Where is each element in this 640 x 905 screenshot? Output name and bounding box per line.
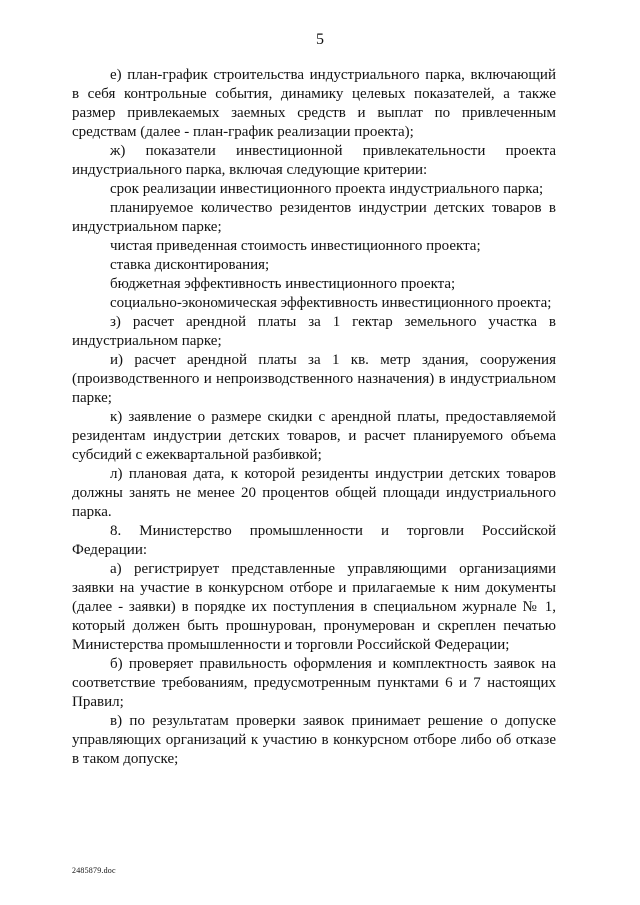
paragraph-z: з) расчет арендной платы за 1 гектар земельного участка в индустриальном парке; [72, 314, 556, 349]
criterion-socioeconomic-efficiency: социально-экономическая эффективность инвестиционного проекта; [110, 295, 552, 311]
document-body [72, 66, 556, 769]
footer-document-code: 2485879.doc [72, 866, 116, 875]
paragraph-8v: в) по результатам проверки заявок принимает решение о допуске управляющих организаций к участию в конкурсном отборе либо об отказе в таком допуске; [72, 713, 556, 767]
page-number: 5 [316, 31, 324, 48]
section-8-heading: 8. Министерство промышленности и торговли Российской Федерации: [72, 523, 556, 558]
paragraph-e: е) план-график строительства индустриального парка, включающий в себя контрольные события, динамику целевых показателей, а также размер привлекаемых заемных средств и выплат по привлеченным средствам (далее - план-график реализации проекта); [72, 67, 556, 140]
paragraph-i: и) расчет арендной платы за 1 кв. метр здания, сооружения (производственного и непроизводственного назначения) в индустриальном парке; [72, 352, 556, 406]
criterion-budget-efficiency: бюджетная эффективность инвестиционного проекта; [110, 276, 456, 292]
paragraph-8a: а) регистрирует представленные управляющими организациями заявки на участие в конкурсном отборе и прилагаемые к ним документы (далее - заявки) в порядке их поступления в специальном журнале № 1, который должен быть прошнурован, пронумерован и скреплен печатью Министерства промышленности и торговли Российской Федерации; [72, 561, 556, 653]
criterion-residents-count: планируемое количество резидентов индустрии детских товаров в индустриальном парке; [72, 200, 556, 235]
paragraph-l: л) плановая дата, к которой резиденты индустрии детских товаров должны занять не менее 20 процентов общей площади индустриального парка. [72, 466, 556, 520]
criterion-implementation-period: срок реализации инвестиционного проекта индустриального парка; [110, 181, 544, 197]
criterion-discount-rate: ставка дисконтирования; [110, 257, 270, 273]
paragraph-zh: ж) показатели инвестиционной привлекательности проекта индустриального парка, включая следующие критерии: [72, 143, 556, 178]
paragraph-8b: б) проверяет правильность оформления и комплектность заявок на соответствие требованиям, предусмотренным пунктами 6 и 7 настоящих Правил; [72, 656, 556, 710]
paragraph-k: к) заявление о размере скидки с арендной платы, предоставляемой резидентам индустрии детских товаров, и расчет планируемого объема субсидий с ежеквартальной разбивкой; [72, 409, 556, 463]
criterion-npv: чистая приведенная стоимость инвестиционного проекта; [110, 238, 481, 254]
